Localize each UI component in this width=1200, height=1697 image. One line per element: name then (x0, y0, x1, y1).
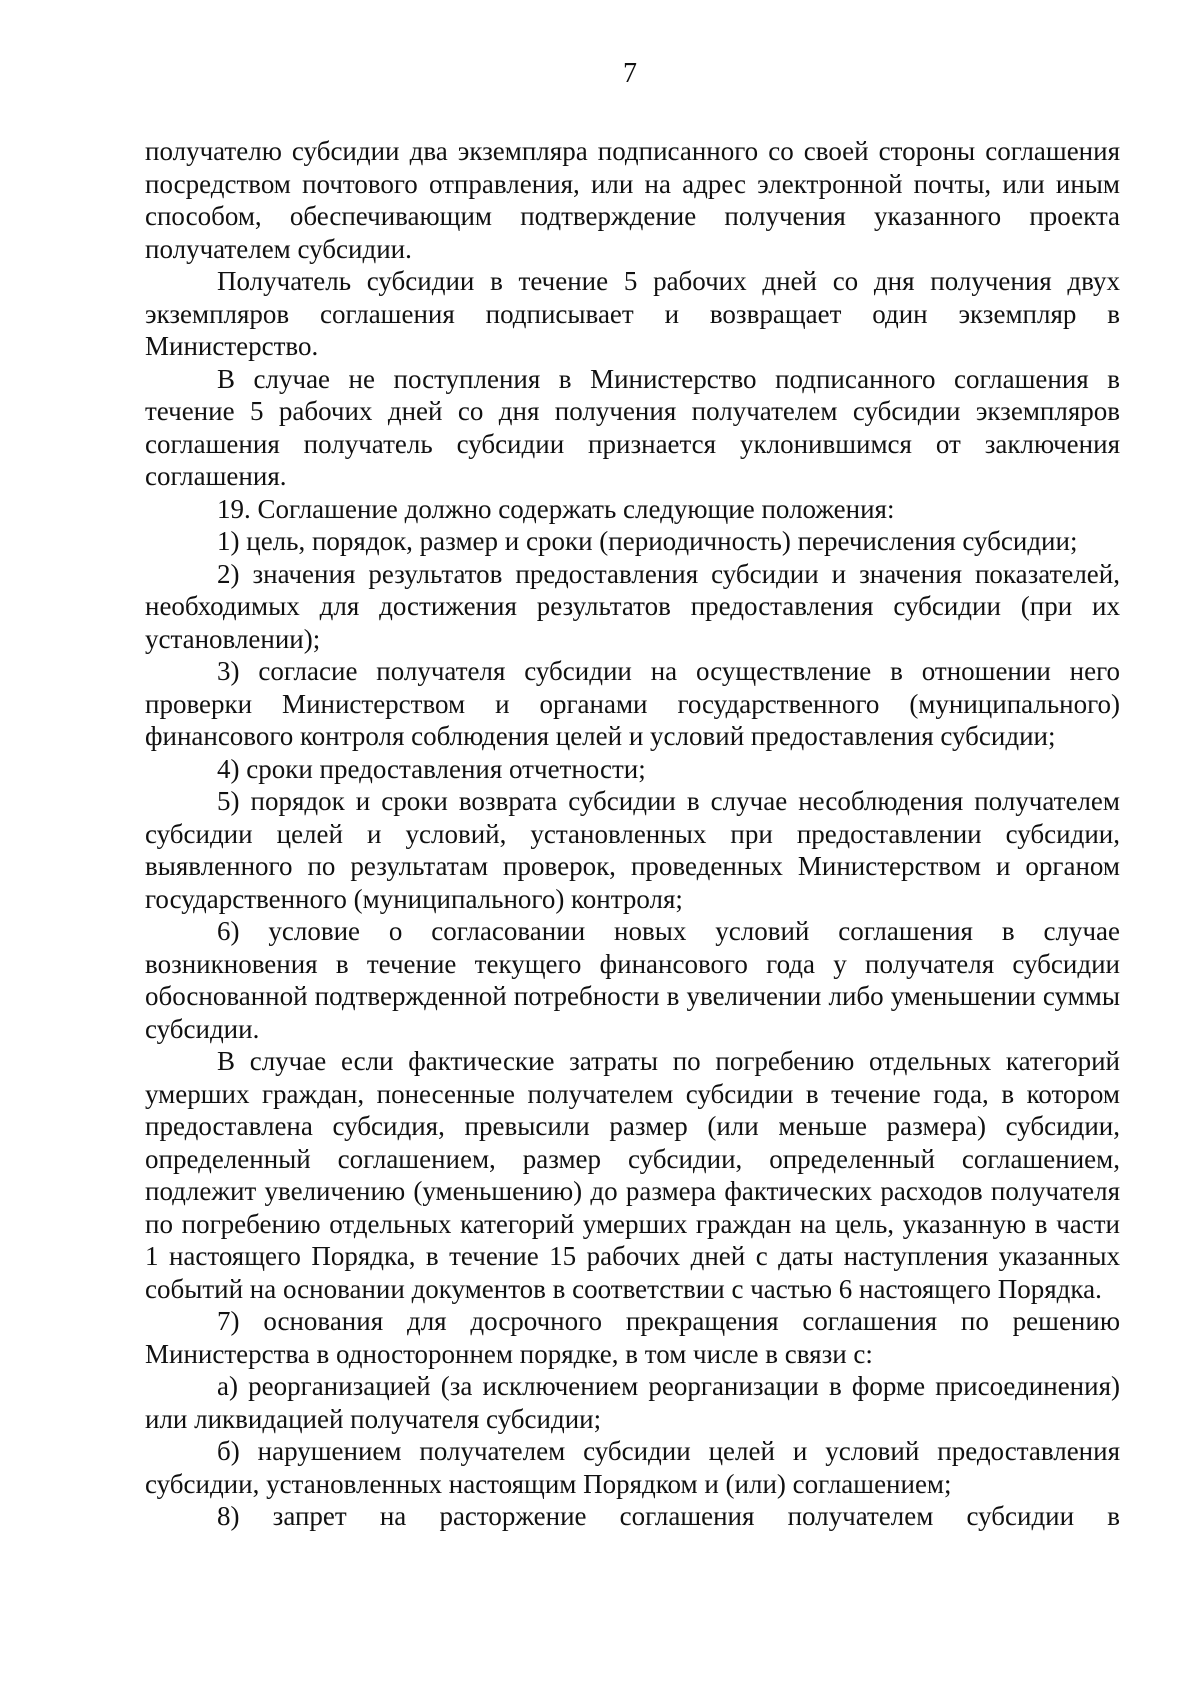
paragraph-actual-costs: В случае если фактические затраты по погребению отдельных категорий умерших граждан, понесенные получателем субсидии в течение года, в котором предоставлена субсидия, превысили размер (или меньше размера) субсидии, определенный соглашением, размер субсидии, определенный соглашением, подлежит увеличению (уменьшению) до размера фактических расходов получателя по погребению отдельных категорий умерших граждан на цель, указанную в части 1 настоящего Порядка, в течение 15 рабочих дней с даты наступления указанных событий на основании документов в соответствии с частью 6 настоящего Порядка. (145, 1046, 1120, 1304)
list-item-7b: б) нарушением получателем субсидии целей и условий предоставления субсидии, установленных настоящим Порядком и (или) соглашением; (145, 1436, 1120, 1499)
list-item-1: 1) цель, порядок, размер и сроки (периодичность) перечисления субсидии; (217, 526, 1078, 556)
list-item-7: 7) основания для досрочного прекращения соглашения по решению Министерства в одностороннем порядке, в том числе в связи с: (145, 1306, 1120, 1369)
paragraph-continuation: получателю субсидии два экземпляра подписанного со своей стороны соглашения посредством почтового отправления, или на адрес электронной почты, или иным способом, обеспечивающим подтверждение получения указанного проекта получателем субсидии. (145, 136, 1120, 264)
list-item-4: 4) сроки предоставления отчетности; (217, 753, 646, 784)
list-item-3: 3) согласие получателя субсидии на осуществление в отношении него проверки Министерством и органами государственного (муниципального) финансового контроля соблюдения целей и условий предоставления субсидии; (145, 656, 1120, 751)
list-item-7a: а) реорганизацией (за исключением реорганизации в форме присоединения) или ликвидацией получателя субсидии; (145, 1371, 1120, 1434)
list-item-2: 2) значения результатов предоставления субсидии и значения показателей, необходимых для достижения результатов предоставления субсидии (при их установлении); (145, 558, 1120, 654)
list-item-5: 5) порядок и сроки возврата субсидии в случае несоблюдения получателем субсидии целей и условий, установленных при предоставлении субсидии, выявленного по результатам проверок, проведенных Министерством и органом государственного (муниципального) контроля; (145, 786, 1120, 914)
paragraph-evasion: В случае не поступления в Министерство подписанного соглашения в течение 5 рабочих дней со дня получения получателем субсидии экземпляров соглашения получатель субсидии признается уклонившимся от заключения соглашения. (145, 363, 1120, 491)
paragraph-clause-19: 19. Соглашение должно содержать следующие положения: (217, 493, 895, 524)
document-body (145, 135, 1120, 1533)
page-number: 7 (623, 58, 637, 89)
paragraph-signing-deadline: Получатель субсидии в течение 5 рабочих дней со дня получения двух экземпляров соглашения подписывает и возвращает один экземпляр в Министерство. (145, 266, 1120, 361)
list-item-8: 8) запрет на расторжение соглашения получателем субсидии в (217, 1501, 1120, 1531)
list-item-6: 6) условие о согласовании новых условий соглашения в случае возникновения в течение текущего финансового года у получателя субсидии обоснованной подтвержденной потребности в увеличении либо уменьшении суммы субсидии. (145, 916, 1120, 1044)
